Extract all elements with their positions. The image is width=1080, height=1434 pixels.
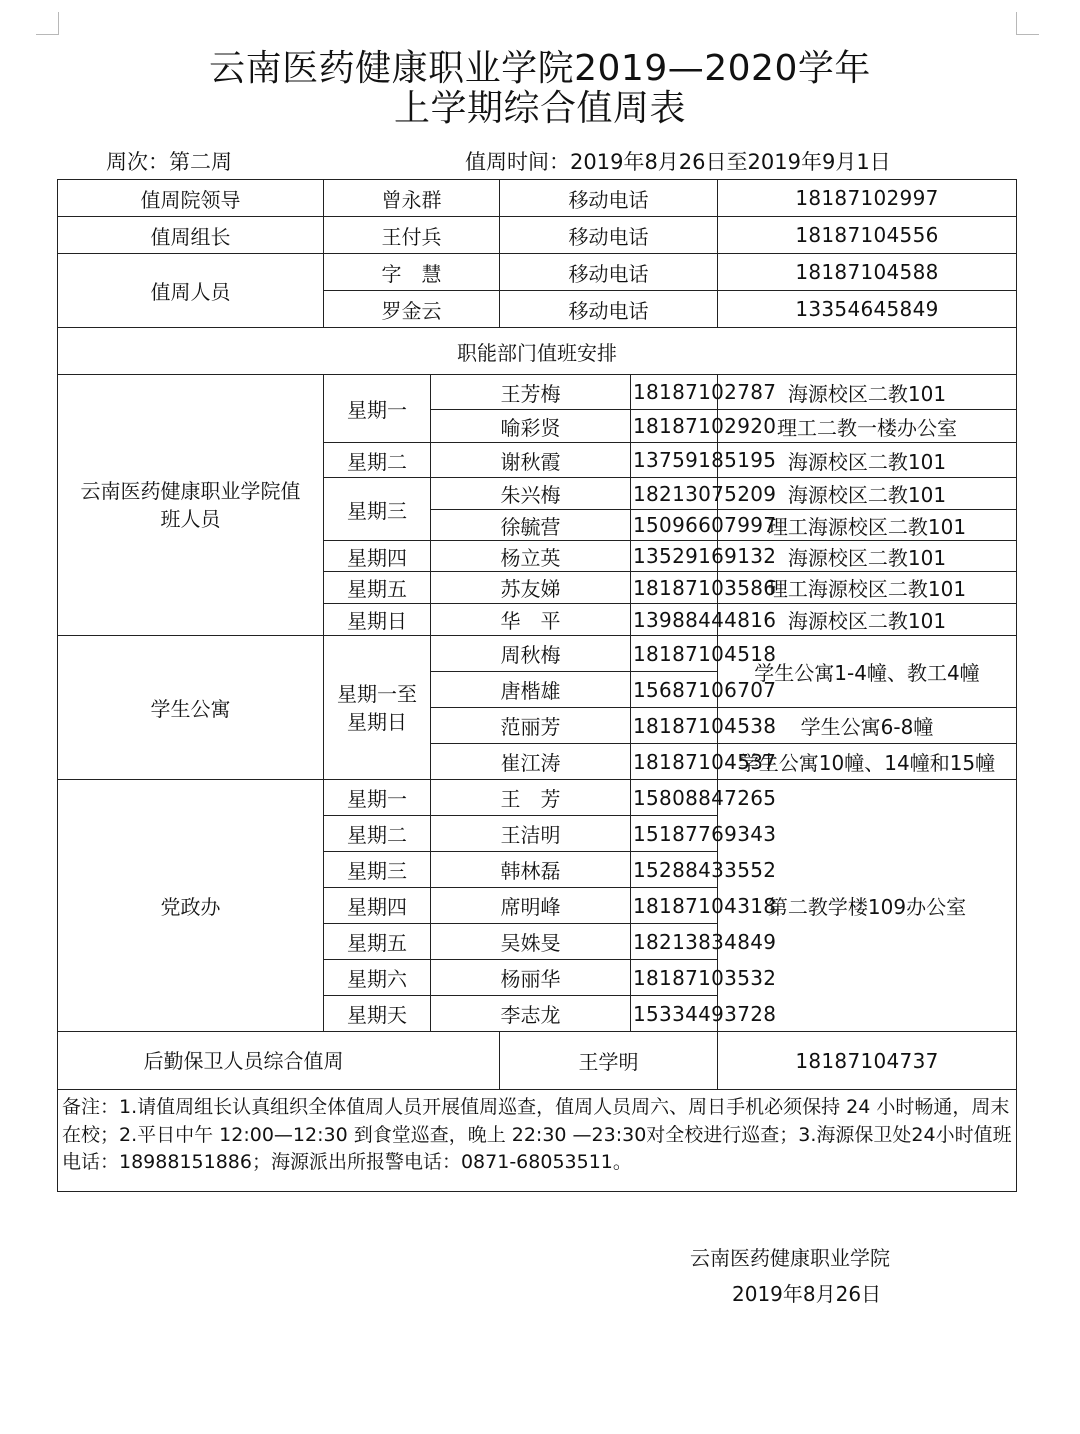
name-cell: 席明峰 xyxy=(431,888,631,924)
location-cell: 海源校区二教101 xyxy=(718,478,1017,510)
name-cell: 崔江涛 xyxy=(431,744,631,780)
name-cell: 杨立英 xyxy=(431,541,631,572)
phone-cell: 15334493728 xyxy=(631,996,718,1032)
name-cell: 周秋梅 xyxy=(431,636,631,672)
day-cell: 星期五 xyxy=(324,572,431,604)
notes-text: 备注：1.请值周组长认真组织全体值周人员开展值周巡查，值周人员周六、周日手机必须保持 24 小时畅通，周末在校；2.平日中午 12:00—12:30 到食堂巡查，晚上 22:30 —23:30对全校进行巡查；3.海源保卫处24小时值班电话：18988151886；海源派出所报警电话：0871-68053511。 xyxy=(58,1090,1017,1192)
table-row xyxy=(58,636,1017,672)
location-cell: 学生公寓6-8幢 xyxy=(718,708,1017,744)
page-corner-mark-left xyxy=(36,12,59,35)
notes-row xyxy=(58,1090,1017,1192)
issue-date: 2019年8月26日 xyxy=(732,1282,882,1306)
name-cell: 朱兴梅 xyxy=(431,478,631,510)
phone-cell: 18187102787 xyxy=(631,375,718,410)
phone-cell: 18187104537 xyxy=(631,744,718,780)
location-cell: 海源校区二教101 xyxy=(718,375,1017,410)
day-cell: 星期四 xyxy=(324,888,431,924)
day-cell: 星期三 xyxy=(324,852,431,888)
duty-roster-table xyxy=(57,179,1017,1192)
location-cell: 海源校区二教101 xyxy=(718,443,1017,478)
location-cell: 海源校区二教101 xyxy=(718,604,1017,636)
name-cell: 范丽芳 xyxy=(431,708,631,744)
day-cell: 星期天 xyxy=(324,996,431,1032)
phone-cell: 18187104737 xyxy=(718,1032,1017,1090)
phone-cell: 13529169132 xyxy=(631,541,718,572)
phone-cell: 15096607997 xyxy=(631,510,718,541)
phone-cell: 15808847265 xyxy=(631,780,718,816)
location-cell: 理工海源校区二教101 xyxy=(718,510,1017,541)
document-subtitle: 上学期综合值周表 xyxy=(393,88,686,129)
name-cell: 罗金云 xyxy=(324,291,500,328)
document-title: 云南医药健康职业学院2019—2020学年 xyxy=(209,48,871,89)
name-cell: 王洁明 xyxy=(431,816,631,852)
phone-label-cell: 移动电话 xyxy=(500,291,718,328)
phone-cell: 18187104556 xyxy=(718,217,1017,254)
day-cell: 星期二 xyxy=(324,443,431,478)
phone-cell: 13354645849 xyxy=(718,291,1017,328)
location-cell: 学生公寓10幢、14幢和15幢 xyxy=(718,744,1017,780)
name-cell: 华 平 xyxy=(431,604,631,636)
phone-cell: 18187104588 xyxy=(718,254,1017,291)
table-row xyxy=(58,375,1017,410)
phone-cell: 18187102920 xyxy=(631,410,718,443)
phone-label-cell: 移动电话 xyxy=(500,217,718,254)
role-cell: 值周人员 xyxy=(58,254,324,328)
day-cell: 星期六 xyxy=(324,960,431,996)
role-cell: 值周院领导 xyxy=(58,180,324,217)
location-cell: 学生公寓1-4幢、教工4幢 xyxy=(718,636,1017,708)
day-cell: 星期一 xyxy=(324,780,431,816)
phone-cell: 15687106707 xyxy=(631,672,718,708)
day-cell: 星期四 xyxy=(324,541,431,572)
location-cell: 第二教学楼109办公室 xyxy=(718,780,1017,1032)
name-cell: 喻彩贤 xyxy=(431,410,631,443)
name-cell: 唐楷雄 xyxy=(431,672,631,708)
location-cell: 理工二教一楼办公室 xyxy=(718,410,1017,443)
name-cell: 王芳梅 xyxy=(431,375,631,410)
security-row xyxy=(58,1032,1017,1090)
name-cell: 徐毓营 xyxy=(431,510,631,541)
day-cell: 星期三 xyxy=(324,478,431,541)
day-cell: 星期五 xyxy=(324,924,431,960)
issuing-organization: 云南医药健康职业学院 xyxy=(690,1246,890,1270)
phone-label-cell: 移动电话 xyxy=(500,180,718,217)
location-cell: 海源校区二教101 xyxy=(718,541,1017,572)
table-row xyxy=(58,780,1017,816)
section-header-row xyxy=(58,328,1017,375)
phone-cell: 15187769343 xyxy=(631,816,718,852)
name-cell: 苏友娣 xyxy=(431,572,631,604)
name-cell: 曾永群 xyxy=(324,180,500,217)
leader-row xyxy=(58,180,1017,217)
name-cell: 韩林磊 xyxy=(431,852,631,888)
name-cell: 杨丽华 xyxy=(431,960,631,996)
phone-label-cell: 移动电话 xyxy=(500,254,718,291)
page-corner-mark-right xyxy=(1016,12,1039,35)
phone-cell: 13759185195 xyxy=(631,443,718,478)
name-cell: 王学明 xyxy=(500,1032,718,1090)
phone-cell: 18187103586 xyxy=(631,572,718,604)
name-cell: 字 慧 xyxy=(324,254,500,291)
name-cell: 谢秋霞 xyxy=(431,443,631,478)
day-cell: 星期一 xyxy=(324,375,431,443)
phone-cell: 18187104518 xyxy=(631,636,718,672)
phone-cell: 18187102997 xyxy=(718,180,1017,217)
name-cell: 王付兵 xyxy=(324,217,500,254)
phone-cell: 18187104538 xyxy=(631,708,718,744)
phone-cell: 18213834849 xyxy=(631,924,718,960)
day-cell: 星期二 xyxy=(324,816,431,852)
duty-period: 值周时间：2019年8月26日至2019年9月1日 xyxy=(465,150,891,174)
phone-cell: 18213075209 xyxy=(631,478,718,510)
name-cell: 吴姝旻 xyxy=(431,924,631,960)
location-cell: 理工海源校区二教101 xyxy=(718,572,1017,604)
role-cell: 值周组长 xyxy=(58,217,324,254)
phone-cell: 18187104318 xyxy=(631,888,718,924)
name-cell: 李志龙 xyxy=(431,996,631,1032)
unit-dorm: 学生公寓 xyxy=(58,636,324,780)
phone-cell: 15288433552 xyxy=(631,852,718,888)
unit-college: 云南医药健康职业学院值班人员 xyxy=(58,375,324,636)
day-cell: 星期一至星期日 xyxy=(324,636,431,780)
week-number: 周次：第二周 xyxy=(106,150,232,174)
staff-row xyxy=(58,254,1017,291)
unit-security: 后勤保卫人员综合值周 xyxy=(58,1032,500,1090)
name-cell: 王 芳 xyxy=(431,780,631,816)
unit-party-office: 党政办 xyxy=(58,780,324,1032)
team-lead-row xyxy=(58,217,1017,254)
phone-cell: 18187103532 xyxy=(631,960,718,996)
day-cell: 星期日 xyxy=(324,604,431,636)
phone-cell: 13988444816 xyxy=(631,604,718,636)
section-header: 职能部门值班安排 xyxy=(58,328,1017,375)
